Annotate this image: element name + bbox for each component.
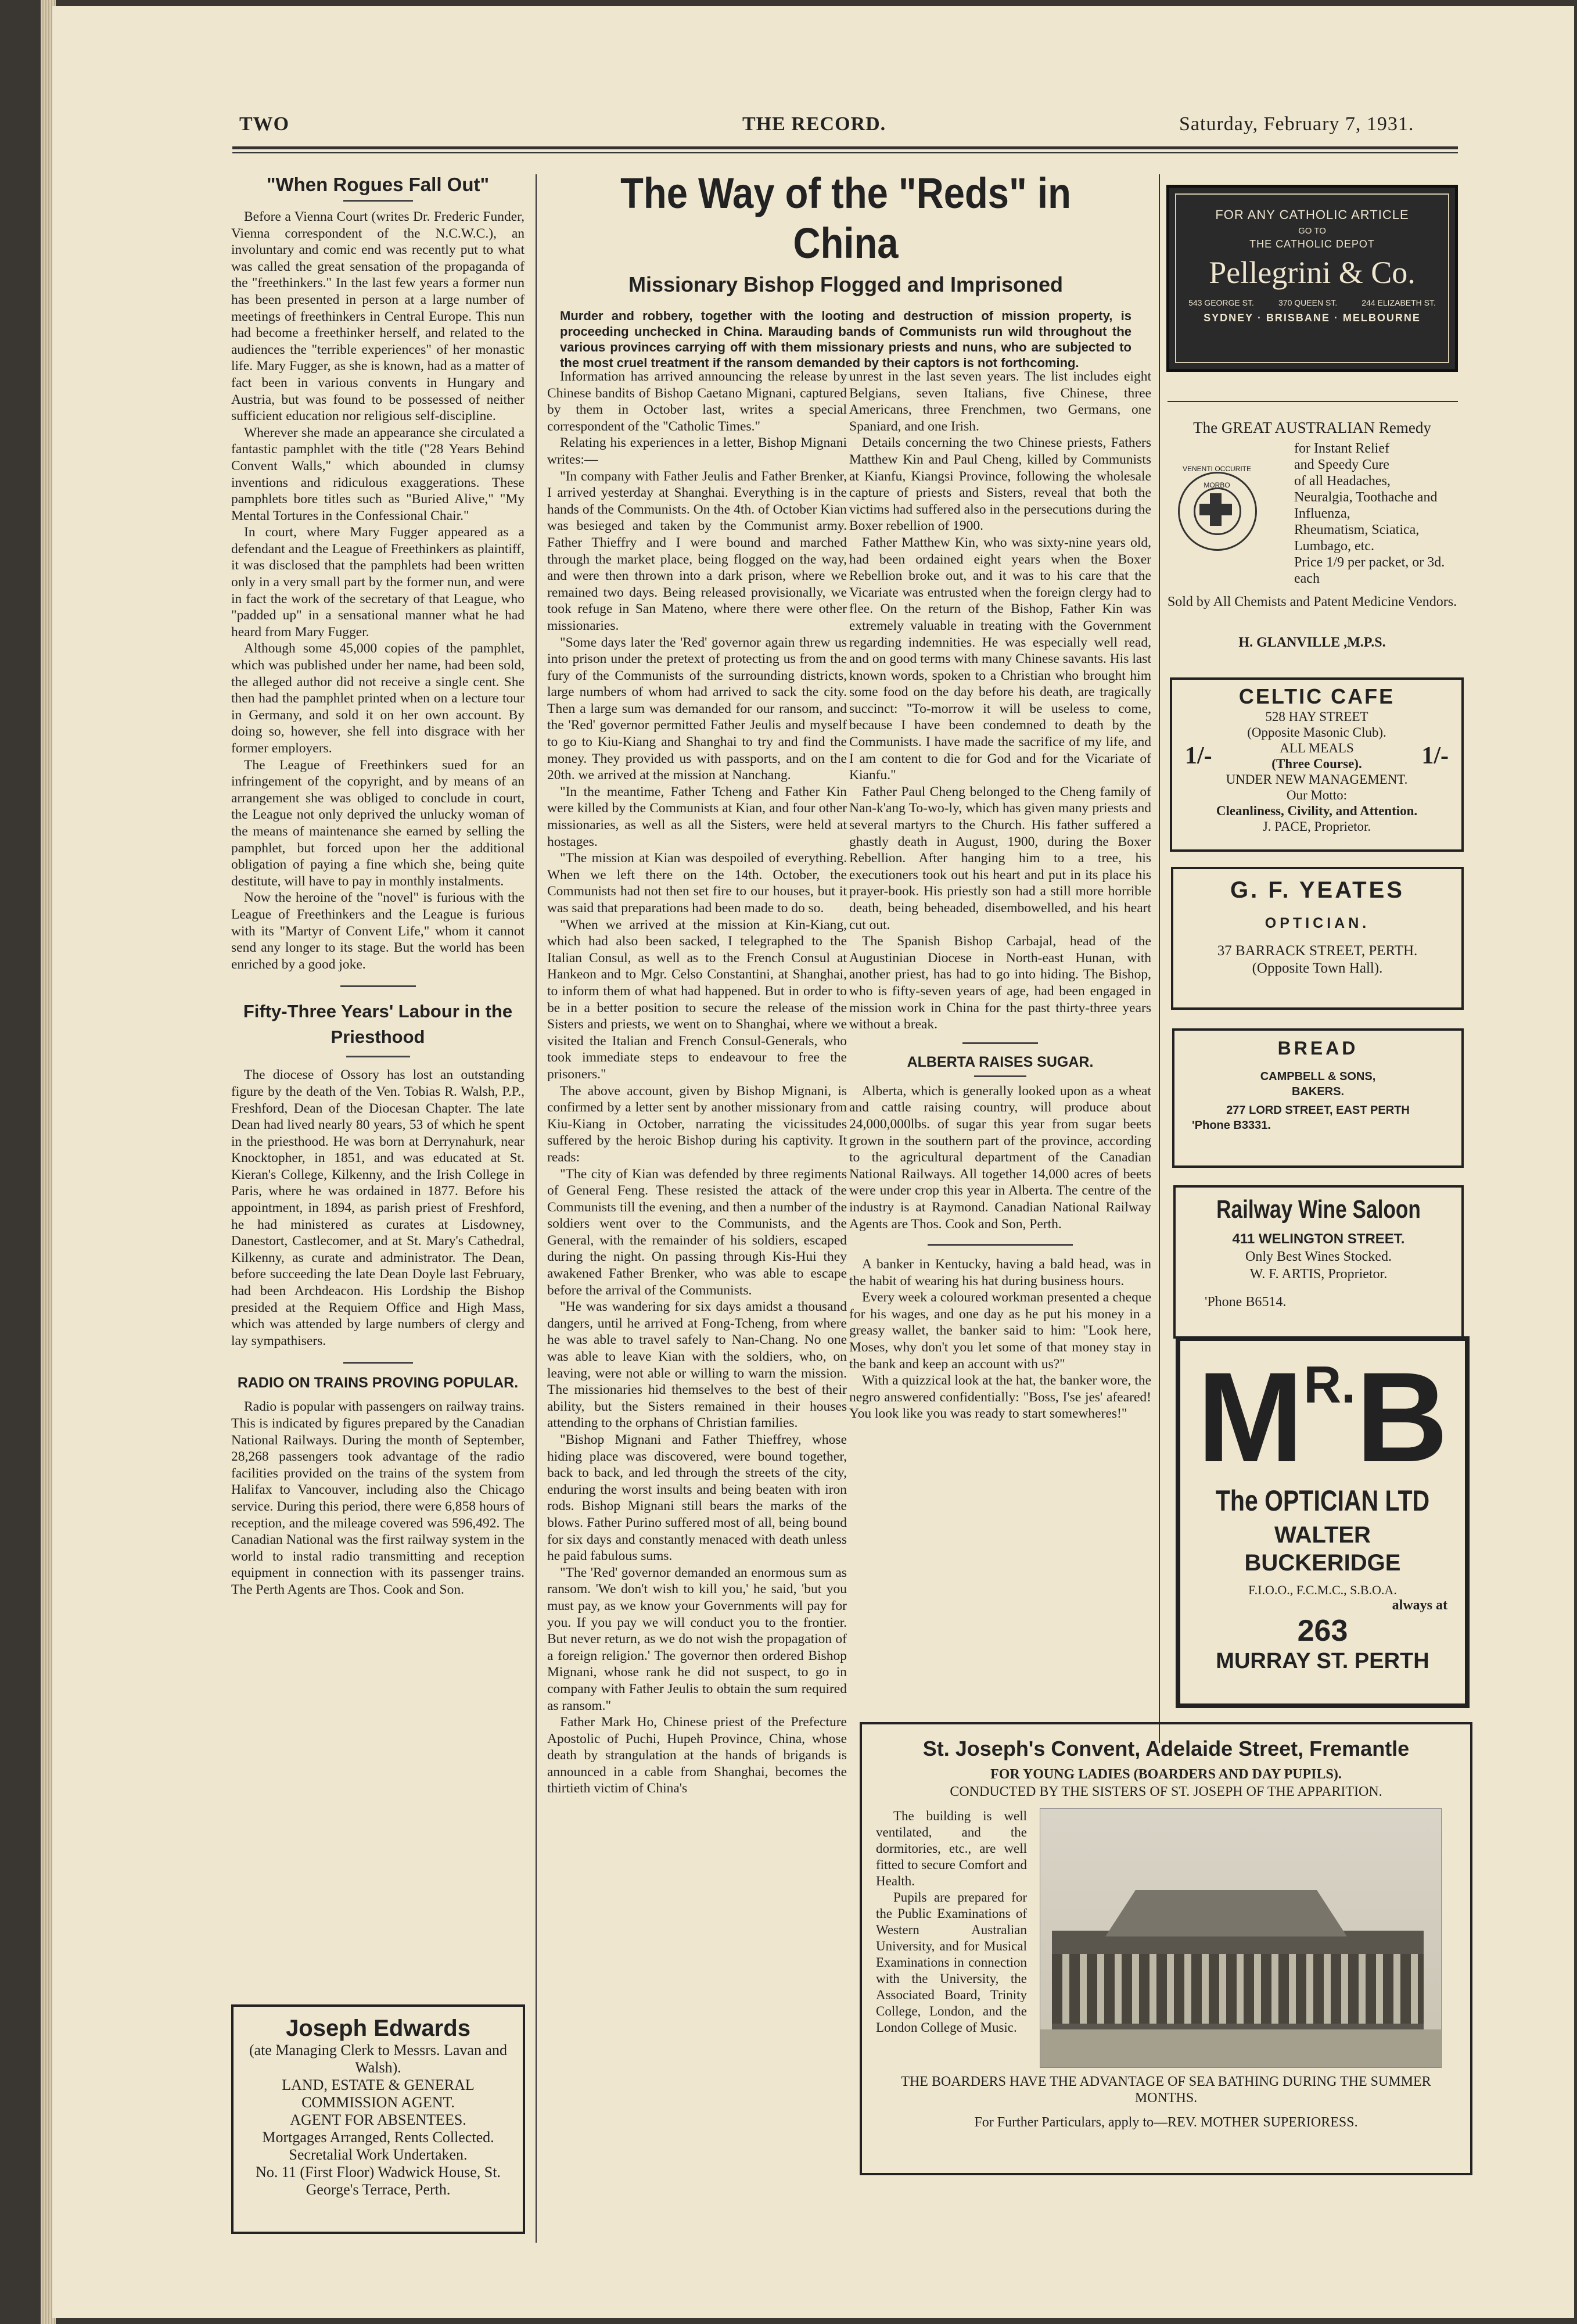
convent-para: Pupils are prepared for the Public Examinations of Western Australian University, and for Musical Examinations in connection with the University, the Associated Board, Trinity College, London, and the London College of Music. bbox=[876, 1890, 1027, 2035]
remedy-sold: Sold by All Chemists and Patent Medicine Vendors. bbox=[1167, 594, 1457, 609]
bread-title: BREAD bbox=[1277, 1038, 1359, 1059]
remedy-headline: The GREAT AUSTRALIAN Remedy bbox=[1193, 419, 1431, 436]
reds-para: Father Paul Cheng belonged to the Cheng family of Nan-k'ang To-wo-ly, which has given many priests and several martyrs to the Church. His father suffered a ghastly death in August, 1900, during the Boxer Rebellion. After hanging him to a tree, his executioners took out his heart and put in its place his prayer-book. His priestly son had a still more horrible death, being beheaded, disembowelled, and his heart cut out. bbox=[849, 784, 1151, 933]
rogues-para: In court, where Mary Fugger appeared as a defendant and the League of Freethinkers as plaintiff, it was disclosed that the pamphlets had been written only in a very small part by the former nun, and were in fact the work of the secretary of that League, who "padded up" in a sensational manner what he had heard from Mary Fugger. bbox=[231, 525, 525, 640]
edwards-line: LAND, ESTATE & GENERAL COMMISSION AGENT. bbox=[282, 2076, 475, 2111]
banker-para: Every week a coloured workman presented a cheque for his wages, and one day as he put his money in a greasy wallet, the banker said to him: "Look here, Moses, why don't you let some of that money stay in the bank and keep an account with us?" bbox=[849, 1290, 1151, 1372]
reds-para: "Bishop Mignani and Father Thieffrey, whose hiding place was discovered, were bound together, back to back, and led through the streets of the city, enduring the worst insults and being beaten with iron rods. Bishop Mignani still bears the marks of the blows. Father Purino suffered most of all, being bound for six days and constantly menaced with death unless he paid fabulous sums. bbox=[547, 1432, 847, 1564]
rule bbox=[1168, 401, 1458, 402]
pellegrini-line: FOR ANY CATHOLIC ARTICLE bbox=[1215, 207, 1409, 222]
edwards-sub: (ate Managing Clerk to Messrs. Lavan and Walsh). bbox=[249, 2042, 508, 2076]
reds-header bbox=[534, 168, 1157, 371]
radio-para: Radio is popular with passengers on railway trains. This is indicated by figures prepared by the Canadian National Railways. During the month of September, 28,268 passengers took advantage of the radio facilities provided on the trains of the system from Halifax to Vancouver, including also the Chicago service. During this period, there were 6,858 hours of reception, and the mileage covered was 596,492. The Canadian National was the first railway system in the world to instal radio transmitting and reception equipment in connection with its passenger trains. The Perth Agents are Thos. Cook and Son. bbox=[231, 1399, 525, 1597]
rogues-para: Before a Vienna Court (writes Dr. Frederic Funder, Vienna correspondent of the N.C.W.C.), an involuntary and comic end was recently put to what was called the great sensation of the propaganda of the "freethinkers." In the last few years a former nun has been presented in person at a large number of meetings of freethinkers in Central Europe. This nun had become a freethinker herself, and related to the audiences the "terrible experiences" of her monastic life. Mary Fugger, as she is known, had as a matter of fact been in various convents in Hungary and Austria, but was found to be possessed of neither sufficient education nor religious self-discipline. bbox=[231, 209, 525, 424]
reds-para: Information has arrived announcing the release by Chinese bandits of Bishop Caetano Mignani, captured by them in October last, writes a special correspondent of the "Catholic Times." bbox=[547, 369, 847, 434]
mrb-logo bbox=[1186, 1346, 1459, 1489]
convent-boarders: THE BOARDERS HAVE THE ADVANTAGE OF SEA BATHING DURING THE SUMMER MONTHS. bbox=[901, 2074, 1431, 2106]
reds-para: The Spanish Bishop Carbajal, head of the Augustinian Diocese in North-east Hunan, with another priest, has had to go into hiding. The Bishop, who is fifty-seven years of age, had been engaged in mission work in China for the past thirty-three years without a break. bbox=[849, 934, 1151, 1032]
pellegrini-address: 543 GEORGE ST. bbox=[1188, 298, 1254, 307]
remedy-lines bbox=[1294, 440, 1451, 587]
edwards-line: Mortgages Arranged, Rents Collected. Secretalial Work Undertaken. bbox=[262, 2129, 494, 2163]
pellegrini-addresses bbox=[1176, 298, 1448, 307]
fifty-title: Fifty-Three Years' Labour in the Priesthood bbox=[243, 1001, 513, 1048]
reds-para: "The 'Red' governor demanded an enormous sum as ransom. 'We don't wish to kill you,' he said, 'but you must pay, as we know your Governments will pay for you. If you pay we will conduct you to the frontier. But never return, as we do not wish the propagation of a foreign religion.' The governor then ordered Bishop Mignani, whose rank he did not suspect, to go in company with Father Jeulis to obtain the sum required as ransom." bbox=[547, 1565, 847, 1713]
alberta-title: ALBERTA RAISES SUGAR. bbox=[907, 1053, 1094, 1070]
celtic-addr: 528 HAY STREET bbox=[1265, 709, 1368, 724]
reds-para: Relating his experiences in a letter, Bishop Mignani writes:— bbox=[547, 435, 847, 467]
remedy-line: Price 1/9 per packet, or 3d. each bbox=[1294, 555, 1445, 586]
celtic-opp: (Opposite Masonic Club). bbox=[1247, 725, 1386, 740]
reds-para: Father Mark Ho, Chinese priest of the Prefecture Apostolic of Puchi, Hupeh Province, China, whose death by strangulation at the hands of brigands is announced in a cable from Shanghai, becomes the thirtieth victim of China's bbox=[547, 1715, 847, 1796]
edwards-line: No. 11 (First Floor) Wadwick House, St. George's Terrace, Perth. bbox=[256, 2164, 501, 2198]
celtic-motto-label: Our Motto: bbox=[1286, 788, 1348, 802]
rule bbox=[346, 1056, 410, 1057]
issue-date: Saturday, February 7, 1931. bbox=[1179, 113, 1414, 135]
banker-para: A banker in Kentucky, having a bald head, was in the habit of wearing his hat during business hours. bbox=[849, 1257, 1151, 1289]
celtic-ad bbox=[1170, 677, 1464, 852]
pellegrini-name: Pellegrini & Co. bbox=[1209, 255, 1416, 290]
rule bbox=[928, 1244, 1073, 1246]
reds-para: "In company with Father Jeulis and Father Brenker, I arrived yesterday at Shanghai. Everything is in the hands of the Communists. On the 4th. of October Kian was besieged and taken by the Communist army. Father Thieffry and I were bound and marched through the market place, being flogged on the way, and were then thrown into a dark prison, where we remained two days. Being released provisionally, we took refuge in San Mateno, where there were other missionaries. bbox=[547, 468, 847, 633]
pellegrini-address: 244 ELIZABETH ST. bbox=[1362, 298, 1436, 307]
rogues-para: Wherever she made an appearance she circulated a fantastic pamphlet with the title ("28 Years Behind Convent Walls," which abounded in clumsy inventions and ridiculous exaggerations. These pamphlets bore titles such as "Buried Alive," "My Mental Tortures in the Confessional Chair." bbox=[231, 425, 525, 523]
edwards-line: AGENT FOR ABSENTEES. bbox=[290, 2111, 466, 2128]
mrb-ad bbox=[1176, 1336, 1470, 1708]
reds-para: Father Matthew Kin, who was sixty-nine years old, had been ordained eight years when the Boxer Rebellion broke out, and it was to his care that the Vicariate was entrusted when the foreign clergy had to flee. On the return of the Bishop, Father Kin was extremely valuable in treating with the Government regarding indemnities. He was especially well read, and on good terms with many Chinese savants. His last known words, spoken to a Christian who brought him some food on the day before his death, are tragically succinct: "To-morrow it will be useless to come, because I have been condemned to death by the Communists. I have made the sacrifice of my life, and I am content to die for God and for the Vicariate of Kianfu." bbox=[849, 535, 1151, 783]
mrb-always: always at bbox=[1392, 1598, 1447, 1613]
convent-contact: For Further Particulars, apply to—REV. MOTHER SUPERIORESS. bbox=[974, 2115, 1358, 2130]
convent-text bbox=[876, 1808, 1027, 2068]
edwards-ad bbox=[231, 2004, 525, 2234]
celtic-price: 1/- bbox=[1185, 742, 1212, 769]
convent-sub: FOR YOUNG LADIES (BOARDERS AND DAY PUPILS). bbox=[990, 1767, 1342, 1782]
celtic-mgmt: UNDER NEW MANAGEMENT. bbox=[1226, 772, 1408, 787]
convent-photo bbox=[1040, 1808, 1442, 2068]
reds-column-2 bbox=[849, 368, 1151, 1422]
remedy-line: for Instant Relief bbox=[1294, 441, 1389, 456]
railway-stock: Only Best Wines Stocked. bbox=[1245, 1249, 1392, 1264]
pellegrini-frame bbox=[1175, 193, 1449, 363]
railway-ad bbox=[1173, 1185, 1464, 1339]
mrb-m: M bbox=[1197, 1346, 1304, 1489]
bread-addr: 277 LORD STREET, EAST PERTH bbox=[1226, 1104, 1410, 1117]
yeates-trade: OPTICIAN. bbox=[1265, 915, 1370, 931]
radio-title: RADIO ON TRAINS PROVING POPULAR. bbox=[237, 1375, 519, 1391]
rule bbox=[974, 1075, 1026, 1077]
pellegrini-address: 370 QUEEN ST. bbox=[1278, 298, 1338, 307]
mrb-number: 263 bbox=[1297, 1614, 1348, 1648]
remedy-line: Neuralgia, Toothache and Influenza, bbox=[1294, 490, 1438, 521]
celtic-name: CELTIC CAFE bbox=[1238, 684, 1395, 708]
fifty-para: The diocese of Ossory has lost an outstanding figure by the death of the Ven. Tobias R. Walsh, P.P., Freshford, Dean of the Diocesan Chapter. The late Dean had lived nearly 80 years, 53 of which he spent in the priesthood. He was born at Derrynahurk, near Knocktopher, in 1851, and was educated at St. Kieran's College, Kilkenny, and the Irish College in Paris, where he was ordained in 1877. Before his appointment, in 1894, as parish priest of Freshford, he had ministered as curates at Lisdowney, Danestort, Castlecomer, and at St. Mary's Cathedral, Kilkenny, as curate and administrator. The Dean, before succeeding the late Dean Doyle last February, had been Archdeacon. His Lordship the Bishop presided at the Requiem Office and High Mass, which was attended by large numbers of clergy and lay sympathisers. bbox=[231, 1067, 525, 1349]
reds-para: Details concerning the two Chinese priests, Fathers Matthew Kin and Paul Cheng, killed by Communists at Kianfu, Kiangsi Province, following the wholesale capture of priests and Sisters, reveal that both the victims had suffered also in the persecutions during the Boxer rebellion of 1900. bbox=[849, 435, 1151, 534]
remedy-seal bbox=[1178, 465, 1257, 551]
rogues-title: "When Rogues Fall Out" bbox=[266, 174, 490, 195]
convent-conducted: CONDUCTED BY THE SISTERS OF ST. JOSEPH OF THE APPARITION. bbox=[950, 1784, 1382, 1799]
remedy-ad bbox=[1166, 419, 1458, 664]
edwards-name: Joseph Edwards bbox=[286, 2015, 470, 2041]
rule bbox=[962, 1042, 1038, 1044]
pellegrini-cities: SYDNEY · BRISBANE · MELBOURNE bbox=[1204, 312, 1421, 324]
yeates-ad bbox=[1171, 867, 1464, 1010]
rogues-para: Although some 45,000 copies of the pamphlet, which was published under her name, had been sold, the alleged author did not receive a single cent. She then had the pamphlet printed when on a lecture tour in Germany, and sold it on her own account. By doing so, however, she fell into disgrace with her former employers. bbox=[231, 641, 525, 756]
masthead: THE RECORD. bbox=[742, 113, 886, 135]
reds-subtitle: Missionary Bishop Flogged and Imprisoned bbox=[628, 272, 1064, 296]
verandah-shape bbox=[1052, 1954, 1424, 2024]
column-rule bbox=[536, 174, 537, 2243]
celtic-proprietor: J. PACE, Proprietor. bbox=[1262, 819, 1371, 834]
page-number: TWO bbox=[239, 113, 290, 135]
railway-addr: 411 WELINGTON STREET. bbox=[1232, 1231, 1405, 1247]
bread-ad bbox=[1172, 1028, 1464, 1168]
pellegrini-ad bbox=[1166, 185, 1458, 372]
rogues-para: The League of Freethinkers sued for an infringement of the copyright, and by means of an arrangement she was obliged to conclude in court, the League not only deprived the unlucky woman of the means of maintenance she earned by selling the pamphlet, but forced upon her the additional obligation of paying a fine which she, being quite destitute, will have to pay in monthly instalments. bbox=[231, 757, 525, 889]
remedy-line: and Speedy Cure bbox=[1294, 457, 1389, 472]
banker-para: With a quizzical look at the hat, the banker wore, the negro answered confidentially: "Boss, I'se jes' afeared! You look like you was ready to start somewheres!" bbox=[849, 1373, 1151, 1422]
seal-text: VENENTI OCCURITE MORBO bbox=[1182, 465, 1251, 489]
bread-phone: 'Phone B3331. bbox=[1192, 1119, 1271, 1132]
celtic-motto: Cleanliness, Civility, and Attention. bbox=[1216, 804, 1418, 818]
mrb-quals: F.I.O.O., F.C.M.C., S.B.O.A. bbox=[1248, 1583, 1397, 1597]
header-rule-thin bbox=[232, 152, 1458, 153]
rule bbox=[343, 1362, 413, 1364]
celtic-meals: ALL MEALS bbox=[1280, 741, 1354, 755]
rule bbox=[340, 985, 416, 987]
convent-para: The building is well ventilated, and the dormitories, etc., are well fitted to secure Comfort and Health. bbox=[876, 1809, 1027, 1888]
celtic-meals-row bbox=[1177, 740, 1457, 772]
pellegrini-line: THE CATHOLIC DEPOT bbox=[1249, 238, 1375, 250]
celtic-course: (Three Course). bbox=[1271, 756, 1362, 771]
ground-shape bbox=[1040, 2029, 1441, 2067]
remedy-line: of all Headaches, bbox=[1294, 474, 1391, 489]
mrb-last: BUCKERIDGE bbox=[1244, 1550, 1401, 1576]
mrb-r: R. bbox=[1303, 1356, 1356, 1414]
rogues-para: Now the heroine of the "novel" is furious with the League of Freethinkers and the League is furious with its "Martyr of Convent Life," whom it cannot send any longer to its stage. But the world has been enriched by a good joke. bbox=[231, 890, 525, 972]
mrb-firm: The OPTICIAN LTD bbox=[1215, 1484, 1430, 1517]
convent-title: St. Joseph's Convent, Adelaide Street, Fremantle bbox=[922, 1737, 1410, 1760]
yeates-addr: 37 BARRACK STREET, PERTH. bbox=[1217, 943, 1418, 959]
yeates-opp: (Opposite Town Hall). bbox=[1252, 960, 1383, 976]
column-1 bbox=[231, 173, 525, 1598]
reds-para: unrest in the last seven years. The list includes eight Belgians, seven Italians, five Chinese, three Americans, three Frenchmen, two Germans, one Spaniard, and one Irish. bbox=[849, 369, 1151, 434]
reds-lead: Murder and robbery, together with the looting and destruction of mission property, is proceeding unchecked in China. Marauding bands of Communists run wild throughout the various provinces carrying off with them missionary priests and nuns, who are subjected to the most cruel treatment if the ransom demanded by their captors is not forthcoming. bbox=[560, 309, 1131, 370]
reds-para: "When we arrived at the mission at Kin-Kiang, which had also been sacked, I telegraphed to the Italian Consul, as well as to the French Consul at Hankeon and to Mgr. Celso Constantini, at Shanghai, to inform them of what had happened. But in order to be in a better position to secure the release of the Sisters and priests, we went on to Shanghai, where we visited the Italian and French Consul-Generals, who took immediate steps to endeavour to free the prisoners." bbox=[547, 917, 847, 1082]
bread-firm: CAMPBELL & SONS, bbox=[1260, 1070, 1376, 1083]
alberta-para: Alberta, which is generally looked upon as a wheat and cattle raising country, will produce about 24,000,000lbs. of sugar this year from sugar beets grown in the southern part of the province, according to the agricultural department of the Canadian National Railways. All together 14,000 acres of beets were under crop this year in Alberta. The centre of the industry is at Raymond. Canadian National Railway Agents are Thos. Cook and Son, Perth. bbox=[849, 1083, 1151, 1232]
cross-icon-bar bbox=[1199, 504, 1232, 515]
reds-para: "The mission at Kian was despoiled of everything. When we left there on the 14th. October, the Communists had not then set fire to our houses, but it was said that preparations had been made to do so. bbox=[547, 851, 847, 916]
yeates-name: G. F. YEATES bbox=[1230, 877, 1404, 903]
reds-para: "He was wandering for six days amidst a thousand dangers, until he arrived at Fong-Tcheng, from where he was able to travel safely to Nan-Chang. No one was able to leave Kian with the soldiers, who, on leaving, were not able or willing to warn the mission. The missionaries hid themselves to the best of their ability, but the Sisters remained in their houses attending to the orphans of Christian families. bbox=[547, 1299, 847, 1431]
pellegrini-line: GO TO bbox=[1298, 226, 1326, 236]
reds-para: The above account, given by Bishop Mignani, is confirmed by a letter sent by another missionary from Kiu-Kiang in October, narrating the vicissitudes suffered by the heroic Bishop during his captivity. It reads: bbox=[547, 1083, 847, 1165]
convent-body bbox=[876, 1808, 1456, 2068]
reds-para: "In the meantime, Father Tcheng and Father Kin were killed by the Communists at Kian, and four other missionaries, as well as all the Sisters, were held at hostages. bbox=[547, 784, 847, 849]
reds-column-1 bbox=[547, 368, 847, 1797]
mrb-street: MURRAY ST. PERTH bbox=[1216, 1649, 1429, 1673]
reds-para: "The city of Kian was defended by three regiments of General Feng. These resisted the attack of the Communists till the evening, and then a number of the soldiers went over to the Communists, and the General, with the remainder of his soldiers, escaped during the night. On passing through Kis-Hui they awakened Father Brenker, who was able to escape before the arrival of the Communists. bbox=[547, 1166, 847, 1298]
reds-title: The Way of the "Reds" in China bbox=[620, 169, 1071, 267]
remedy-line: Rheumatism, Sciatica, Lumbago, etc. bbox=[1294, 522, 1420, 554]
railway-name: Railway Wine Saloon bbox=[1216, 1195, 1421, 1224]
bread-trade: BAKERS. bbox=[1291, 1085, 1344, 1098]
header-rule bbox=[232, 146, 1458, 149]
mrb-first: WALTER bbox=[1274, 1522, 1371, 1548]
column-rule bbox=[1159, 174, 1160, 1743]
roof-shape bbox=[1075, 1890, 1377, 1936]
rule bbox=[343, 200, 413, 202]
convent-ad bbox=[860, 1722, 1472, 2175]
railway-phone: 'Phone B6514. bbox=[1205, 1294, 1287, 1310]
reds-para: "Some days later the 'Red' governor again threw us into prison under the pretext of protecting us from the fury of the Communists of the surrounding districts, large numbers of whom had arrived to sack the city. Then a large sum was demanded for our ransom, and the 'Red' governor permitted Father Jeulis and myself to go to Kiu-Kiang and Shanghai to try and find the money. They provided us with passports, and on the 20th. we arrived at the mission at Nanchang. bbox=[547, 634, 847, 783]
remedy-maker: H. GLANVILLE ,M.P.S. bbox=[1238, 635, 1386, 650]
railway-prop: W. F. ARTIS, Proprietor. bbox=[1249, 1267, 1388, 1282]
mrb-b: B bbox=[1356, 1346, 1449, 1489]
celtic-price: 1/- bbox=[1421, 742, 1449, 769]
